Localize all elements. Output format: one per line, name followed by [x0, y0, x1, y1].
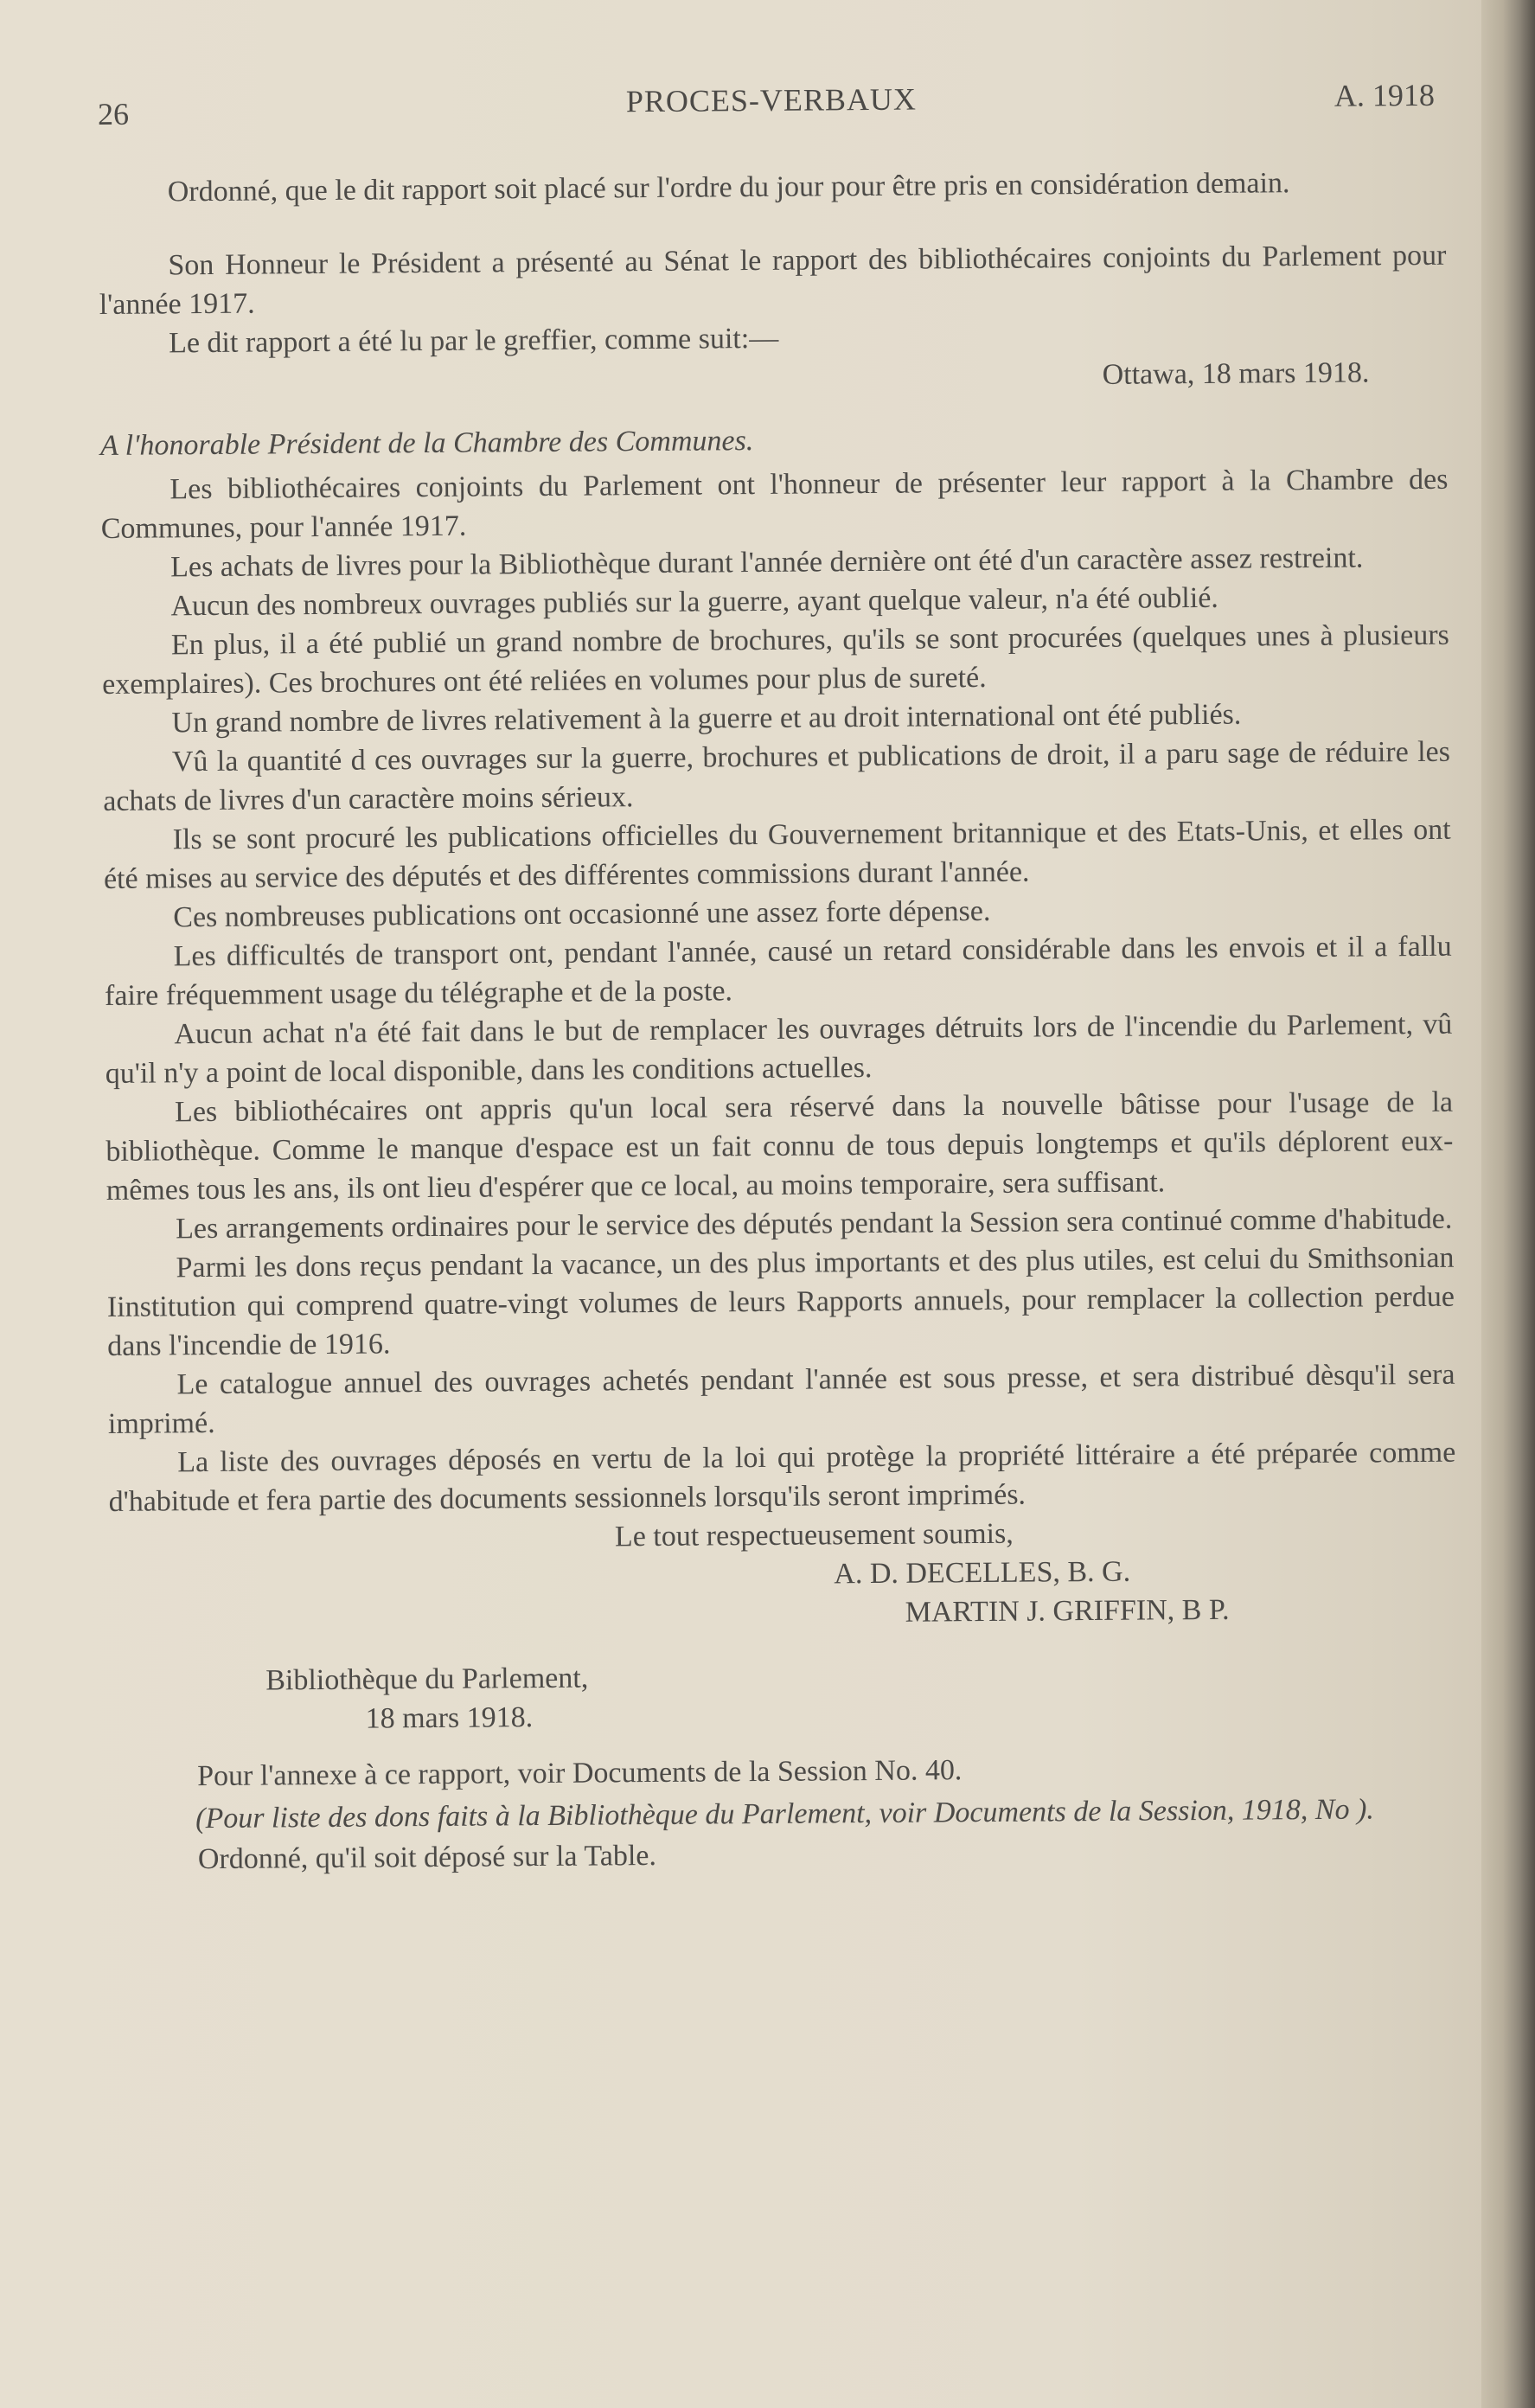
donations-note: (Pour liste des dons faits à la Bibliothèque du Parlement, voir Documents de la Session, 1918, No ).	[195, 1793, 1374, 1835]
running-title: PROCES-VERBAUX	[625, 81, 918, 119]
paragraph-report-presented: Son Honneur le Président a présenté au Sénat le rapport des bibliothécaires conjoints du Parlement pour l'année 1917.	[99, 239, 1447, 321]
page-number: 26	[97, 96, 130, 131]
signature-closing: Le tout respectueusement soumis,	[614, 1517, 1014, 1553]
header-year: A. 1918	[1334, 77, 1436, 113]
report-paragraph: Le catalogue annuel des ouvrages achetés pendant l'année est sous presse, et sera distribué dèsqu'il sera imprimé.	[107, 1358, 1455, 1440]
report-paragraph: Aucun des nombreux ouvrages publiés sur la guerre, ayant quelque valeur, n'a été oublié.	[170, 581, 1218, 623]
report-paragraph: Aucun achat n'a été fait dans le but de remplacer les ouvrages détruits lors de l'incendie du Parlement, vû qu'il n'y a point de local disponible, dans les conditions actuelles.	[105, 1008, 1453, 1090]
running-header	[98, 76, 1445, 130]
report-paragraph: La liste des ouvrages déposés en vertu de la loi qui protège la propriété littéraire a été préparée comme d'habitude et fera partie des documents sessionnels lorsqu'ils seront imprimés.	[108, 1436, 1456, 1518]
book-gutter-shadow	[1481, 0, 1535, 2408]
report-paragraph: Ces nombreuses publications ont occasionné une assez forte dépense.	[173, 894, 991, 934]
report-paragraph: Les bibliothécaires conjoints du Parlement ont l'honneur de présenter leur rapport à la Chambre des Communes, pour l'année 1917.	[100, 463, 1449, 545]
annex-reference: Pour l'annexe à ce rapport, voir Documents de la Session No. 40.	[196, 1754, 963, 1793]
signature-name-griffin: MARTIN J. GRIFFIN, B P.	[905, 1593, 1230, 1629]
report-date-line: Ottawa, 18 mars 1918.	[1102, 356, 1370, 391]
closing-order: Ordonné, qu'il soit déposé sur la Table.	[197, 1839, 657, 1876]
page-body	[99, 163, 1459, 1880]
report-paragraph: En plus, il a été publié un grand nombre de brochures, qu'ils se sont procurées (quelques unes à plusieurs exemplaires). Ces brochures ont été reliées en volumes pour plus de sureté.	[102, 618, 1449, 701]
location-place: Bibliothèque du Parlement,	[265, 1662, 589, 1697]
report-paragraph: Les achats de livres pour la Bibliothèque durant l'année dernière ont été d'un caractère assez restreint.	[170, 541, 1364, 584]
report-paragraph: Les arrangements ordinaires pour le service des députés pendant la Session sera continué comme d'habitude.	[176, 1202, 1453, 1246]
report-salutation: A l'honorable Président de la Chambre des Communes.	[99, 425, 754, 462]
report-paragraph: Les difficultés de transport ont, pendant l'année, causé un retard considérable dans les envois et il a fallu faire fréquemment usage du télégraphe et de la poste.	[104, 930, 1452, 1012]
report-paragraph: Ils se sont procuré les publications officielles du Gouvernement britannique et des Etats-Unis, et elles ont été mises au service des députés et des différentes commissions durant l'année.	[103, 813, 1451, 895]
report-paragraph: Un grand nombre de livres relativement à la guerre et au droit international ont été publiés.	[171, 698, 1242, 740]
paragraph-order-consideration: Ordonné, que le dit rapport soit placé sur l'ordre du jour pour être pris en considération demain.	[167, 167, 1290, 208]
signature-name-decelles: A. D. DECELLES, B. G.	[834, 1555, 1131, 1591]
location-date: 18 mars 1918.	[365, 1701, 534, 1735]
report-paragraph: Les bibliothécaires ont appris qu'un local sera réservé dans la nouvelle bâtisse pour l'usage de la bibliothèque. Comme le manque d'espace est un fait connu de tous depuis longtemps et qu'ils déplorent eux-mêmes tous les ans, ils ont lieu d'espérer que ce local, au moins temporaire, sera suffisant.	[106, 1086, 1454, 1207]
report-paragraph: Parmi les dons reçus pendant la vacance, un des plus importants et des plus utiles, est celui du Smithsonian Iinstitution qui comprend quatre-vingt volumes de leurs Rapports annuels, pour remplacer la collection perdue dans l'incendie de 1916.	[106, 1241, 1455, 1362]
paragraph-report-read: Le dit rapport a été lu par le greffier, comme suit:—	[168, 322, 779, 360]
report-paragraph: Vû la quantité d ces ouvrages sur la guerre, brochures et publications de droit, il a paru sage de réduire les achats de livres d'un caractère moins sérieux.	[103, 735, 1451, 817]
